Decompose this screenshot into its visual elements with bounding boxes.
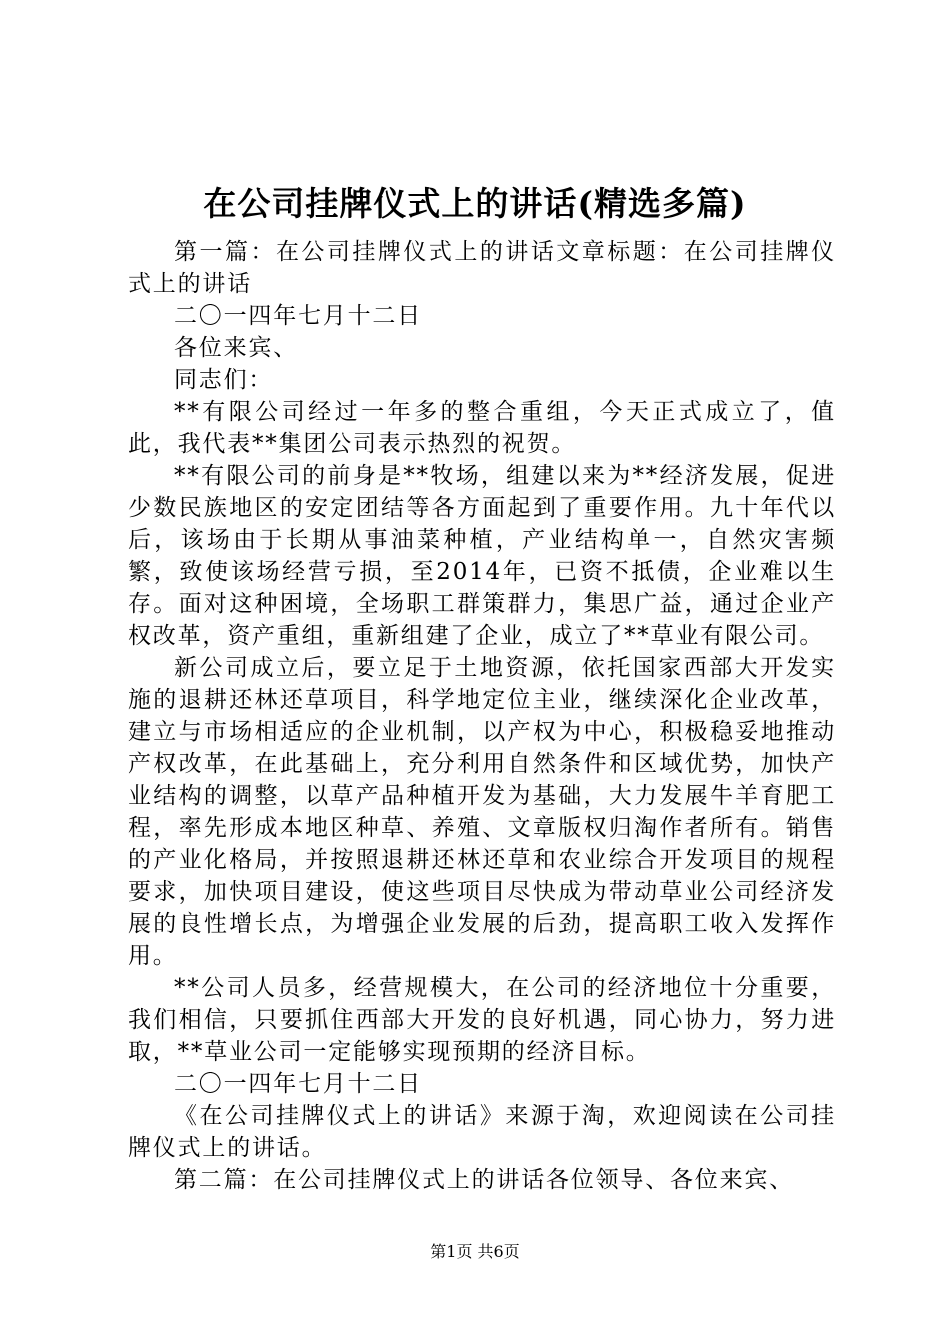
paragraph-plans: 新公司成立后，要立足于土地资源，依托国家西部大开发实施的退耕还林还草项目，科学地定位主业，继续深化企业改革，建立与市场相适应的企业机制，以产权为中心，积极稳妥地推动产权改革，在此基础上，充分利用自然条件和区域优势，加快产业结构的调整，以草产品种植开发为基础，大力发展牛羊育肥工程，率先形成本地区种草、养殖、文章版权归淘作者所有。销售的产业化格局，并按照退耕还林还草和农业综合开发项目的规程要求，加快项目建设，使这些项目尽快成为带动草业公司经济发展的良性增长点，为增强企业发展的后劲，提高职工收入发挥作用。 <box>128 655 836 969</box>
paragraph-outlook: **公司人员多，经营规模大，在公司的经济地位十分重要，我们相信，只要抓住西部大开发的良好机遇，同心协力，努力进取，**草业公司一定能够实现预期的经济目标。 <box>128 975 836 1065</box>
paragraph-salutation-comrades: 同志们： <box>174 367 274 393</box>
page-number-footer: 第1页 共6页 <box>430 1242 520 1261</box>
paragraph-salutation-guests: 各位来宾、 <box>174 335 298 361</box>
paragraph-heading-2: 第二篇：在公司挂牌仪式上的讲话各位领导、各位来宾、 <box>174 1167 794 1193</box>
paragraph-history: **有限公司的前身是**牧场，组建以来为**经济发展，促进少数民族地区的安定团结等各方面起到了重要作用。九十年代以后，该场由于长期从事油菜种植，产业结构单一，自然灾害频繁，致使该场经营亏损，至2014年，已资不抵债，企业难以生存。面对这种困境，全场职工群策群力，集思广益，通过企业产权改革，资产重组，重新组建了企业，成立了**草业有限公司。 <box>128 463 836 649</box>
paragraph-closing-date: 二〇一四年七月十二日 <box>174 1071 422 1097</box>
document-body <box>128 236 836 1196</box>
paragraph-source-note: 《在公司挂牌仪式上的讲话》来源于淘，欢迎阅读在公司挂牌仪式上的讲话。 <box>128 1103 836 1161</box>
document-title: 在公司挂牌仪式上的讲话(精选多篇) <box>203 184 747 223</box>
paragraph-heading-1: 第一篇：在公司挂牌仪式上的讲话文章标题：在公司挂牌仪式上的讲话 <box>128 239 836 297</box>
paragraph-date: 二〇一四年七月十二日 <box>174 303 422 329</box>
paragraph-congratulation: **有限公司经过一年多的整合重组，今天正式成立了，值此，我代表**集团公司表示热烈的祝贺。 <box>128 399 836 457</box>
